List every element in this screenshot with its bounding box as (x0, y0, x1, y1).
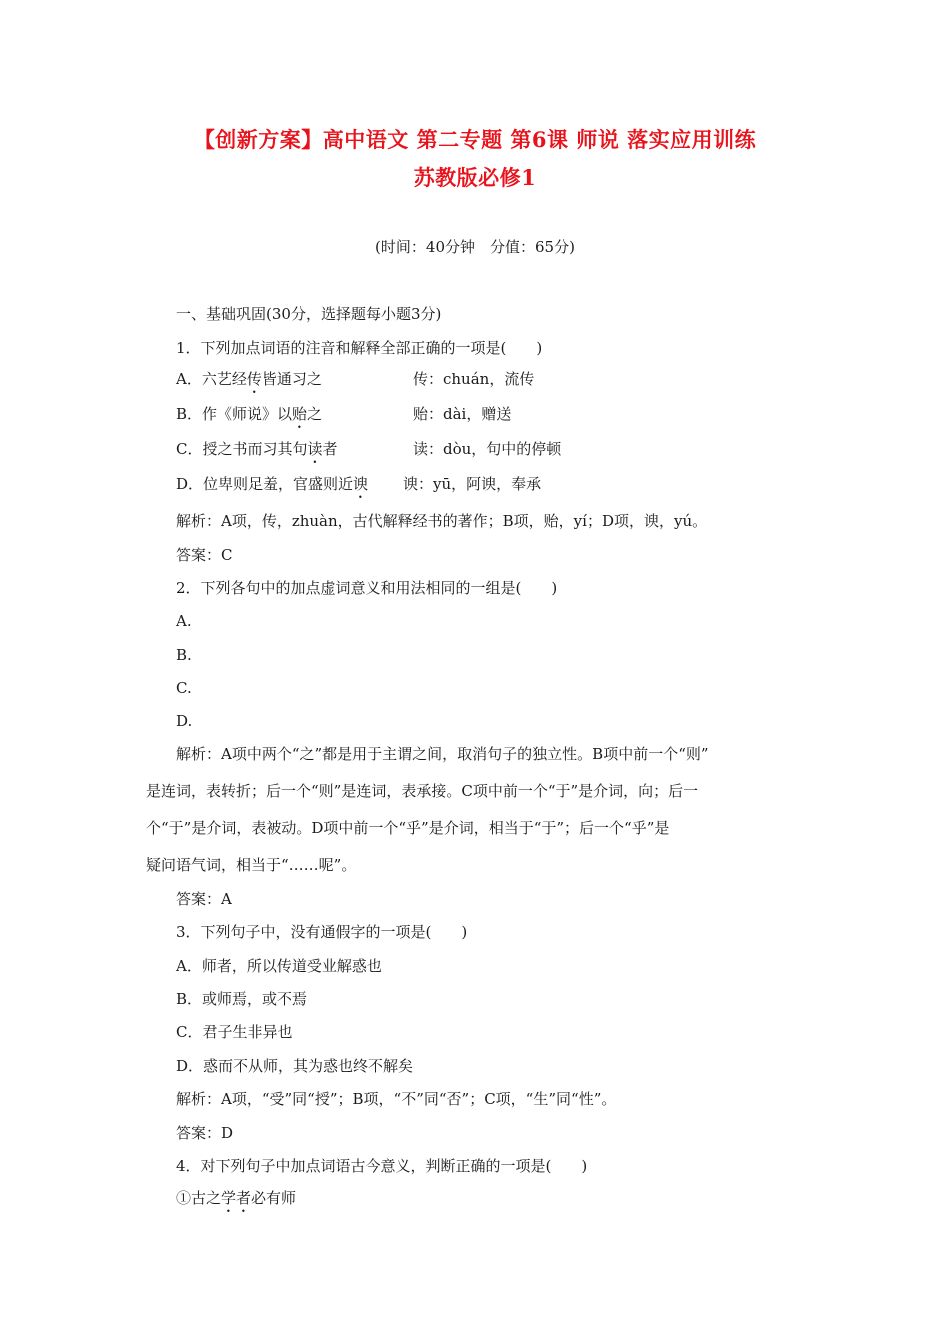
q1-option-b-gloss: 贻：dài，赠送 (413, 405, 512, 423)
title-line-1: 【创新方案】高中语文 第二专题 第6课 师说 落实应用训练 (193, 127, 757, 152)
item-text: ①古之 (176, 1189, 222, 1207)
q1-option-a (176, 369, 322, 397)
q3-analysis: 解析：A项，“受”同“授”；B项，“不”同“否”；C项，“生”同“性”。 (176, 1090, 617, 1108)
q2-option-d: D. (176, 712, 193, 730)
dotted-word: 传 (246, 370, 262, 388)
q4-item-1 (176, 1188, 296, 1216)
q1-option-b (176, 404, 322, 432)
option-text: 之 (307, 405, 323, 423)
title-line-2: 苏教版必修1 (413, 165, 537, 190)
q2-answer: 答案：A (176, 890, 232, 908)
q4-stem: 4．对下列句子中加点词语古今意义，判断正确的一项是( ) (176, 1157, 588, 1175)
q3-option-a: A．师者，所以传道受业解惑也 (176, 957, 382, 975)
q1-option-a-gloss: 传：chuán，流传 (413, 370, 535, 388)
q1-option-c-gloss: 读：dòu，句中的停顿 (413, 440, 562, 458)
q2-analysis-line-2: 是连词，表转折；后一个“则”是连词，表承接。C项中前一个“于”是介词，向；后一 (146, 782, 699, 800)
dotted-word: 学者 (221, 1189, 252, 1207)
dotted-word: 谀 (353, 475, 369, 493)
q1-stem: 1．下列加点词语的注音和解释全部正确的一项是( ) (176, 339, 543, 357)
q3-option-d: D．惑而不从师，其为惑也终不解矣 (176, 1057, 414, 1075)
q2-option-b: B. (176, 646, 192, 664)
q1-option-d-gloss: 谀：yū，阿谀，奉承 (403, 475, 542, 493)
q3-option-c: C．君子生非异也 (176, 1023, 293, 1041)
q3-stem: 3．下列句子中，没有通假字的一项是( ) (176, 923, 468, 941)
option-text: C．授之书而习其句 (176, 440, 308, 458)
option-text: 皆通习之 (261, 370, 322, 388)
q2-analysis-line-3: 个“于”是介词，表被动。D项中前一个“乎”是介词，相当于“于”；后一个“乎”是 (146, 819, 670, 837)
q2-analysis-line-1: 解析：A项中两个“之”都是用于主谓之间，取消句子的独立性。B项中前一个“则” (176, 745, 709, 763)
q1-option-c (176, 439, 338, 467)
section-heading: 一、基础巩固(30分，选择题每小题3分) (176, 305, 442, 323)
q3-option-b: B．或师焉，或不焉 (176, 990, 308, 1008)
q3-answer: 答案：D (176, 1124, 234, 1142)
q2-option-c: C. (176, 679, 192, 697)
dotted-word: 读 (307, 440, 323, 458)
q1-analysis: 解析：A项，传，zhuàn，古代解释经书的著作；B项，贻，yí；D项，谀，yú。 (176, 512, 708, 530)
option-text: B．作《师说》以 (176, 405, 293, 423)
option-text: 者 (322, 440, 338, 458)
time-score-info: (时间：40分钟 分值：65分) (375, 238, 575, 256)
q1-answer: 答案：C (176, 546, 233, 564)
q2-option-a: A. (176, 612, 192, 630)
q2-stem: 2．下列各句中的加点虚词意义和用法相同的一组是( ) (176, 579, 558, 597)
q1-option-d (176, 474, 368, 502)
dotted-word: 贻 (292, 405, 308, 423)
option-text: D．位卑则足羞，官盛则近 (176, 475, 354, 493)
option-text: A．六艺经 (176, 370, 247, 388)
q2-analysis-line-4: 疑问语气词，相当于“……呢”。 (146, 856, 357, 874)
item-text: 必有师 (251, 1189, 297, 1207)
